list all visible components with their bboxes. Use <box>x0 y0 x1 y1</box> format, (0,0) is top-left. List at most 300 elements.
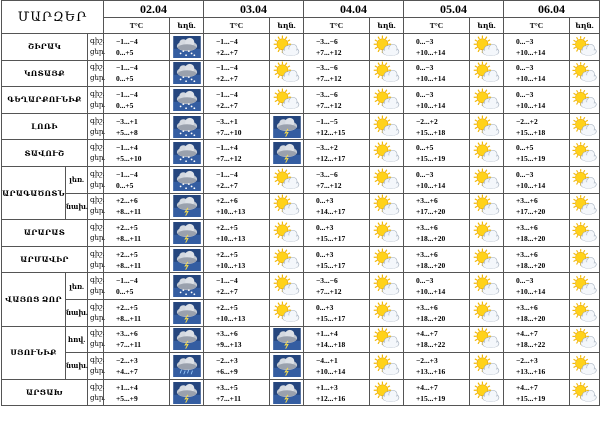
sun-cloud-icon <box>473 355 501 377</box>
day-temperature: +7...+12 <box>316 180 342 190</box>
weather-icon-cell <box>370 220 404 247</box>
night-label: գիշ. <box>90 355 105 364</box>
sun-cloud-icon <box>473 382 501 404</box>
sun-cloud-icon <box>572 89 598 111</box>
weather-icon-cell <box>170 326 204 353</box>
sun-cloud-icon <box>572 382 598 404</box>
table-row <box>2 326 600 353</box>
temperature-cell <box>404 34 470 61</box>
temperature-cell <box>504 273 570 300</box>
table-row <box>2 166 600 193</box>
period-labels <box>88 166 104 193</box>
day-temperature: +17...+20 <box>416 207 446 217</box>
night-label: գիշ. <box>90 249 105 258</box>
night-temperature: −3...−6 <box>316 169 338 179</box>
sun-cloud-icon <box>572 142 598 164</box>
weather-icon-cell <box>470 140 504 167</box>
night-temperature: −1...−4 <box>116 36 138 46</box>
weather-icon-cell <box>270 60 304 87</box>
temperature-cell <box>504 246 570 273</box>
day-temperature: +10...+13 <box>216 260 246 270</box>
weather-icon-cell <box>270 379 304 406</box>
day-temperature: +2...+7 <box>216 100 238 110</box>
night-temperature: +3...+6 <box>416 222 438 232</box>
day-temperature: +7...+10 <box>216 127 242 137</box>
table-row <box>2 379 600 406</box>
day-temperature: +10...+14 <box>416 180 446 190</box>
day-temperature: +18...+20 <box>516 233 546 243</box>
storm-icon <box>173 249 201 271</box>
temperature-cell <box>104 166 170 193</box>
weather-icon-cell <box>470 326 504 353</box>
night-temperature: −3...−6 <box>316 36 338 46</box>
temperature-cell <box>504 299 570 326</box>
forecast-table <box>1 0 600 406</box>
storm-icon <box>273 328 301 350</box>
weather-icon-cell <box>170 193 204 220</box>
day-temperature: +12...+16 <box>316 393 346 403</box>
night-temperature: −2...+2 <box>516 116 538 126</box>
temperature-cell <box>404 299 470 326</box>
sun-cloud-icon <box>373 275 401 297</box>
night-temperature: +2...+5 <box>216 222 238 232</box>
sun-cloud-icon <box>373 355 401 377</box>
night-temperature: −2...+3 <box>516 355 538 365</box>
storm-icon <box>273 382 301 404</box>
weather-icon-cell <box>170 299 204 326</box>
night-temperature: 0...−3 <box>516 36 534 46</box>
night-temperature: −1...+4 <box>116 143 138 153</box>
weather-icon-cell <box>570 140 600 167</box>
weather-icon-cell <box>170 113 204 140</box>
temperature-cell <box>504 353 570 380</box>
day-label: ցեր. <box>90 340 106 349</box>
day-temperature: +7...+11 <box>116 340 142 350</box>
temperature-cell <box>104 273 170 300</box>
temperature-cell <box>404 326 470 353</box>
temperature-cell <box>104 140 170 167</box>
day-temperature: 0...+5 <box>116 100 134 110</box>
night-temperature: +4...+7 <box>416 382 438 392</box>
night-temperature: +1...+4 <box>116 382 138 392</box>
temperature-cell <box>304 220 370 247</box>
temperature-cell <box>504 220 570 247</box>
table-row <box>2 113 600 140</box>
temperature-cell <box>304 299 370 326</box>
day-temperature: +18...+20 <box>416 260 446 270</box>
storm-snow-icon <box>173 89 201 111</box>
day-temperature: +18...+20 <box>516 313 546 323</box>
weather-icon-cell <box>370 273 404 300</box>
sun-cloud-icon <box>373 382 401 404</box>
sun-cloud-icon <box>373 89 401 111</box>
storm-icon <box>273 355 301 377</box>
night-temperature: 0...−3 <box>416 169 434 179</box>
temperature-cell <box>104 34 170 61</box>
subregion-name: լեռ. <box>66 273 88 300</box>
date-header: 06.04 <box>504 1 600 18</box>
period-labels <box>88 379 104 406</box>
day-temperature: +10...+13 <box>216 233 246 243</box>
temperature-cell <box>204 379 270 406</box>
sun-cloud-icon <box>373 36 401 58</box>
night-label: գիշ. <box>90 63 105 72</box>
night-temperature: −3...−6 <box>316 276 338 286</box>
temperature-cell <box>204 299 270 326</box>
weather-icon-cell <box>370 326 404 353</box>
storm-icon <box>173 222 201 244</box>
region-name: ԱՐՄԱՎԻՐ <box>2 246 88 273</box>
day-temperature: +18...+20 <box>516 260 546 270</box>
storm-icon <box>173 382 201 404</box>
sun-cloud-icon <box>473 116 501 138</box>
region-name: ՍՅՈՒՆԻՔ <box>2 326 66 379</box>
date-header: 03.04 <box>204 1 304 18</box>
temperature-cell <box>304 166 370 193</box>
weather-icon-cell <box>570 34 600 61</box>
storm-snow-icon <box>173 169 201 191</box>
temperature-cell <box>104 60 170 87</box>
day-label: ցեր. <box>90 127 106 136</box>
night-temperature: −1...−5 <box>316 116 338 126</box>
day-temperature: +4...+7 <box>116 366 138 376</box>
weather-icon-cell <box>470 113 504 140</box>
region-name: ԱՐՑԱԽ <box>2 379 88 406</box>
temperature-cell <box>204 60 270 87</box>
weather-icon-cell <box>470 34 504 61</box>
day-temperature: +15...+19 <box>516 154 546 164</box>
weather-icon-cell <box>570 220 600 247</box>
sun-cloud-icon <box>572 275 598 297</box>
sun-cloud-icon <box>473 275 501 297</box>
night-temperature: 0...+5 <box>516 143 534 153</box>
sun-cloud-icon <box>473 89 501 111</box>
weather-unit-header: եղն. <box>470 18 504 34</box>
night-temperature: −3...−6 <box>316 63 338 73</box>
night-temperature: +3...+6 <box>416 302 438 312</box>
day-temperature: +18...+20 <box>416 233 446 243</box>
day-temperature: +7...+11 <box>216 393 242 403</box>
day-temperature: +12...+15 <box>316 127 346 137</box>
weather-icon-cell <box>170 246 204 273</box>
table-row <box>2 273 600 300</box>
night-temperature: +2...+5 <box>116 249 138 259</box>
night-temperature: −2...+3 <box>216 355 238 365</box>
weather-icon-cell <box>370 87 404 114</box>
temperature-cell <box>204 326 270 353</box>
temperature-cell <box>304 193 370 220</box>
temperature-cell <box>104 87 170 114</box>
table-row <box>2 246 600 273</box>
weather-icon-cell <box>470 60 504 87</box>
night-temperature: +3...+6 <box>516 249 538 259</box>
sun-cloud-icon <box>572 355 598 377</box>
weather-icon-cell <box>470 379 504 406</box>
weather-icon-cell <box>470 220 504 247</box>
night-temperature: +2...+5 <box>116 222 138 232</box>
day-label: ցեր. <box>90 47 106 56</box>
storm-icon <box>173 328 201 350</box>
weather-icon-cell <box>470 273 504 300</box>
weather-icon-cell <box>570 273 600 300</box>
sun-cloud-icon <box>273 302 301 324</box>
temperature-cell <box>304 87 370 114</box>
night-label: գիշ. <box>90 276 105 285</box>
night-temperature: +3...+5 <box>216 382 238 392</box>
night-temperature: −1...+4 <box>216 143 238 153</box>
weather-icon-cell <box>570 193 600 220</box>
day-temperature: +10...+14 <box>516 74 546 84</box>
weather-icon-cell <box>570 246 600 273</box>
temperature-cell <box>404 166 470 193</box>
temperature-cell <box>204 246 270 273</box>
day-temperature: +2...+7 <box>216 74 238 84</box>
subregion-name: հով. <box>66 326 88 353</box>
weather-icon-cell <box>570 299 600 326</box>
night-temperature: 0...−3 <box>416 36 434 46</box>
weather-icon-cell <box>570 379 600 406</box>
weather-icon-cell <box>370 166 404 193</box>
temperature-cell <box>104 353 170 380</box>
storm-icon <box>273 116 301 138</box>
temperature-cell <box>304 379 370 406</box>
night-temperature: 0...+3 <box>316 196 334 206</box>
temperature-cell <box>204 273 270 300</box>
sun-cloud-icon <box>473 142 501 164</box>
period-labels <box>88 113 104 140</box>
night-temperature: −1...−4 <box>116 276 138 286</box>
temperature-unit-header: T°C <box>104 18 170 34</box>
night-temperature: −1...−4 <box>116 89 138 99</box>
weather-icon-cell <box>370 299 404 326</box>
day-temperature: +10...+14 <box>516 180 546 190</box>
night-temperature: +3...+6 <box>216 329 238 339</box>
temperature-cell <box>104 299 170 326</box>
period-labels <box>88 60 104 87</box>
night-label: գիշ. <box>90 329 105 338</box>
day-label: ցեր. <box>90 393 106 402</box>
sun-cloud-icon <box>572 36 598 58</box>
region-name: ԱՐԱԳԱԾՈՏՆ <box>2 166 66 219</box>
sun-cloud-icon <box>373 142 401 164</box>
weather-icon-cell <box>370 140 404 167</box>
day-temperature: +6...+9 <box>216 366 238 376</box>
night-temperature: +4...+7 <box>416 329 438 339</box>
day-temperature: +10...+14 <box>416 47 446 57</box>
night-temperature: +3...+6 <box>516 196 538 206</box>
subregion-name: լեռ. <box>66 166 88 193</box>
storm-icon <box>273 142 301 164</box>
temperature-cell <box>204 353 270 380</box>
weather-icon-cell <box>370 193 404 220</box>
day-temperature: +8...+11 <box>116 233 142 243</box>
sun-cloud-icon <box>572 222 598 244</box>
subregion-name: նախ. <box>66 299 88 326</box>
period-labels <box>88 34 104 61</box>
temperature-cell <box>104 246 170 273</box>
day-label: ցեր. <box>90 260 106 269</box>
temperature-cell <box>304 353 370 380</box>
night-temperature: +2...+5 <box>116 302 138 312</box>
temperature-unit-header: T°C <box>304 18 370 34</box>
day-label: ցեր. <box>90 180 106 189</box>
day-temperature: +5...+8 <box>116 127 138 137</box>
temperature-cell <box>104 193 170 220</box>
day-temperature: +10...+14 <box>516 287 546 297</box>
table-row <box>2 34 600 61</box>
temperature-cell <box>404 140 470 167</box>
day-temperature: +18...+22 <box>416 340 446 350</box>
day-temperature: +15...+17 <box>316 313 346 323</box>
sun-cloud-icon <box>473 36 501 58</box>
date-header: 04.04 <box>304 1 404 18</box>
night-temperature: −2...+3 <box>116 355 138 365</box>
night-temperature: +2...+6 <box>216 196 238 206</box>
date-header: 02.04 <box>104 1 204 18</box>
day-label: ցեր. <box>90 154 106 163</box>
night-temperature: −4...+1 <box>316 355 338 365</box>
temperature-cell <box>104 113 170 140</box>
day-temperature: +18...+20 <box>416 313 446 323</box>
night-temperature: 0...+5 <box>416 143 434 153</box>
day-temperature: +2...+7 <box>216 180 238 190</box>
region-name: ԿՈՏԱՅՔ <box>2 60 88 87</box>
table-row <box>2 87 600 114</box>
night-temperature: 0...+3 <box>316 222 334 232</box>
temperature-cell <box>504 87 570 114</box>
period-labels <box>88 353 104 380</box>
subregion-name: նախ. <box>66 193 88 220</box>
temperature-cell <box>204 193 270 220</box>
weather-icon-cell <box>570 326 600 353</box>
night-temperature: +4...+7 <box>516 329 538 339</box>
storm-snow-icon <box>173 142 201 164</box>
temperature-cell <box>204 34 270 61</box>
night-temperature: −3...−6 <box>316 89 338 99</box>
night-temperature: 0...+3 <box>316 249 334 259</box>
day-temperature: 0...+5 <box>116 180 134 190</box>
day-temperature: 0...+5 <box>116 47 134 57</box>
night-temperature: −1...−4 <box>216 36 238 46</box>
sun-cloud-icon <box>572 116 598 138</box>
weather-icon-cell <box>270 273 304 300</box>
weather-icon-cell <box>570 60 600 87</box>
weather-icon-cell <box>370 353 404 380</box>
night-label: գիշ. <box>90 116 105 125</box>
day-temperature: +13...+16 <box>516 366 546 376</box>
temperature-cell <box>504 140 570 167</box>
day-label: ցեր. <box>90 207 106 216</box>
night-label: գիշ. <box>90 196 105 205</box>
weather-icon-cell <box>170 34 204 61</box>
period-labels <box>88 220 104 247</box>
table-row <box>2 140 600 167</box>
weather-icon-cell <box>270 246 304 273</box>
day-temperature: +2...+7 <box>216 47 238 57</box>
temperature-cell <box>404 193 470 220</box>
temperature-unit-header: T°C <box>504 18 570 34</box>
day-label: ցեր. <box>90 233 106 242</box>
weather-icon-cell <box>470 193 504 220</box>
night-temperature: −2...+3 <box>416 355 438 365</box>
weather-unit-header: եղն. <box>370 18 404 34</box>
sun-cloud-icon <box>273 62 301 84</box>
period-labels <box>88 273 104 300</box>
weather-icon-cell <box>570 166 600 193</box>
weather-icon-cell <box>270 326 304 353</box>
day-temperature: +15...+17 <box>316 260 346 270</box>
weather-icon-cell <box>270 220 304 247</box>
day-temperature: 0...+5 <box>116 74 134 84</box>
table-row <box>2 299 600 326</box>
day-temperature: +15...+19 <box>516 393 546 403</box>
temperature-cell <box>104 220 170 247</box>
storm-icon <box>173 302 201 324</box>
night-temperature: −3...+1 <box>216 116 238 126</box>
sun-cloud-icon <box>473 222 501 244</box>
day-label: ցեր. <box>90 100 106 109</box>
weather-icon-cell <box>370 34 404 61</box>
storm-snow-icon <box>173 62 201 84</box>
day-temperature: +2...+7 <box>216 287 238 297</box>
night-temperature: −3...+2 <box>316 143 338 153</box>
sun-cloud-icon <box>473 195 501 217</box>
day-label: ցեր. <box>90 74 106 83</box>
period-labels <box>88 140 104 167</box>
sun-cloud-icon <box>373 222 401 244</box>
temperature-unit-header: T°C <box>204 18 270 34</box>
sun-cloud-icon <box>473 249 501 271</box>
weather-icon-cell <box>270 140 304 167</box>
weather-icon-cell <box>170 353 204 380</box>
night-temperature: +1...+3 <box>316 382 338 392</box>
weather-icon-cell <box>270 166 304 193</box>
day-temperature: +15...+18 <box>416 127 446 137</box>
sun-cloud-icon <box>373 328 401 350</box>
night-temperature: −1...−4 <box>216 276 238 286</box>
day-temperature: +7...+12 <box>316 74 342 84</box>
corner-header: ՄԱՐԶԵՐ <box>2 1 104 34</box>
weather-icon-cell <box>270 87 304 114</box>
day-temperature: +17...+20 <box>516 207 546 217</box>
day-temperature: +10...+14 <box>516 47 546 57</box>
day-temperature: +14...+17 <box>316 207 346 217</box>
temperature-cell <box>404 379 470 406</box>
night-temperature: −1...−4 <box>216 63 238 73</box>
day-temperature: +8...+11 <box>116 207 142 217</box>
table-row <box>2 220 600 247</box>
night-temperature: +3...+6 <box>416 249 438 259</box>
weather-icon-cell <box>570 87 600 114</box>
night-temperature: +1...+4 <box>316 329 338 339</box>
day-temperature: +10...+14 <box>416 74 446 84</box>
table-row <box>2 193 600 220</box>
temperature-cell <box>304 326 370 353</box>
night-temperature: 0...−3 <box>416 89 434 99</box>
temperature-cell <box>304 34 370 61</box>
temperature-cell <box>504 113 570 140</box>
day-temperature: +10...+14 <box>316 366 346 376</box>
temperature-cell <box>204 140 270 167</box>
temperature-cell <box>204 87 270 114</box>
night-label: գիշ. <box>90 143 105 152</box>
day-label: ցեր. <box>90 313 106 322</box>
weather-icon-cell <box>270 34 304 61</box>
temperature-cell <box>204 166 270 193</box>
temperature-cell <box>204 113 270 140</box>
storm-snow-icon <box>173 116 201 138</box>
night-temperature: −1...−4 <box>216 169 238 179</box>
